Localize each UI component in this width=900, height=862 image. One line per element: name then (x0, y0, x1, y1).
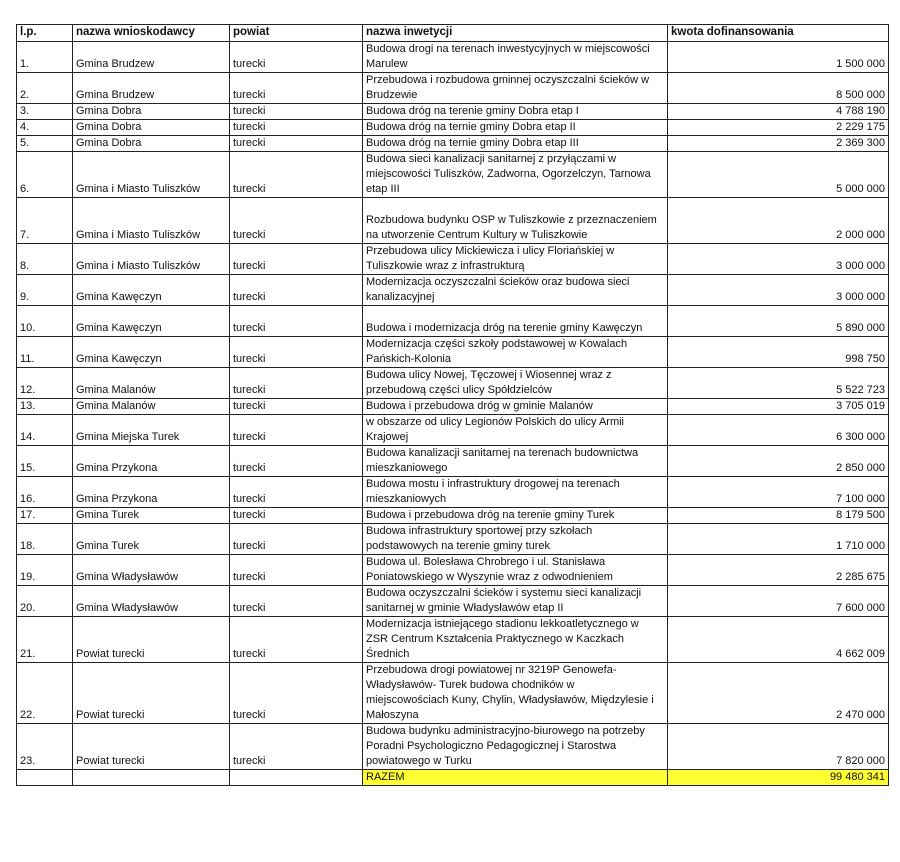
applicant-cell: Gmina Miejska Turek (73, 415, 230, 446)
investment-line: Władysławów- Turek budowa chodników w (366, 679, 575, 691)
investment-line: Poradni Psychologiczno Pedagogicznej i Starostwa (366, 740, 617, 752)
investment-line: Budowa budynku administracyjno-biurowego na potrzeby (366, 725, 645, 737)
investment-cell (363, 198, 668, 244)
county-cell: turecki (230, 104, 363, 120)
county-cell: turecki (230, 663, 363, 724)
investment-cell (363, 275, 668, 306)
amount-cell: 4 788 190 (668, 104, 889, 120)
investment-line: Budowa i przebudowa dróg na terenie gminy Turek (366, 509, 615, 521)
investment-line: kanalizacyjnej (366, 291, 435, 303)
applicant-cell: Gmina Brudzew (73, 73, 230, 104)
applicant-cell: Powiat turecki (73, 663, 230, 724)
applicant-cell: Gmina Władysławów (73, 586, 230, 617)
applicant-cell: Gmina Kawęczyn (73, 306, 230, 337)
table-row (17, 663, 889, 724)
amount-cell: 3 000 000 (668, 275, 889, 306)
applicant-cell: Gmina i Miasto Tuliszków (73, 198, 230, 244)
investment-cell (363, 724, 668, 770)
investment-line: powiatowego w Turku (366, 755, 472, 767)
investment-line: ZSR Centrum Kształcenia Praktycznego w Kaczkach (366, 633, 624, 645)
table-row (17, 508, 889, 524)
investment-cell (363, 337, 668, 368)
amount-cell: 7 100 000 (668, 477, 889, 508)
row-number: 18. (17, 524, 73, 555)
amount-cell: 2 285 675 (668, 555, 889, 586)
investment-cell (363, 42, 668, 73)
row-number: 19. (17, 555, 73, 586)
row-number: 8. (17, 244, 73, 275)
table-row (17, 73, 889, 104)
applicant-cell: Powiat turecki (73, 724, 230, 770)
investment-line: Modernizacja oczyszczalni ścieków oraz budowa sieci (366, 276, 630, 288)
row-number: 1. (17, 42, 73, 73)
applicant-cell: Gmina i Miasto Tuliszków (73, 152, 230, 198)
applicant-cell: Gmina Dobra (73, 120, 230, 136)
amount-cell: 3 705 019 (668, 399, 889, 415)
investment-cell (363, 446, 668, 477)
investment-line: Budowa ulicy Nowej, Tęczowej i Wiosennej wraz z (366, 369, 612, 381)
applicant-cell: Gmina Kawęczyn (73, 275, 230, 306)
applicant-cell: Gmina Przykona (73, 446, 230, 477)
county-cell: turecki (230, 524, 363, 555)
investment-line: Budowa dróg na terenie gminy Dobra etap I (366, 105, 579, 117)
investment-line: Rozbudowa budynku OSP w Tuliszkowie z przeznaczeniem (366, 214, 657, 226)
investment-line: Średnich (366, 648, 410, 660)
investment-cell (363, 586, 668, 617)
investment-cell (363, 617, 668, 663)
county-cell: turecki (230, 477, 363, 508)
investment-cell (363, 415, 668, 446)
investment-line: Małoszyna (366, 709, 419, 721)
amount-cell: 5 000 000 (668, 152, 889, 198)
applicant-cell: Gmina i Miasto Tuliszków (73, 244, 230, 275)
investment-line: Budowa infrastruktury sportowej przy szkołach (366, 525, 593, 537)
investment-line: Budowa dróg na ternie gminy Dobra etap II (366, 121, 576, 133)
investment-line: Budowa i modernizacja dróg na terenie gminy Kawęczyn (366, 322, 643, 334)
investment-line: w obszarze od ulicy Legionów Polskich do ulicy Armii (366, 416, 625, 428)
applicant-cell: Gmina Turek (73, 508, 230, 524)
amount-cell: 7 820 000 (668, 724, 889, 770)
investment-line: miejscowości Tuliszków, Zadworna, Ogorzelczyn, Tarnowa (366, 168, 651, 180)
table-row (17, 275, 889, 306)
row-number: 3. (17, 104, 73, 120)
investment-line: Przebudowa ulicy Mickiewicza i ulicy Floriańskiej w (366, 245, 615, 257)
amount-cell: 2 850 000 (668, 446, 889, 477)
row-number: 23. (17, 724, 73, 770)
amount-cell: 3 000 000 (668, 244, 889, 275)
investment-line: Marulew (366, 58, 408, 70)
row-number: 20. (17, 586, 73, 617)
row-number: 13. (17, 399, 73, 415)
row-number: 11. (17, 337, 73, 368)
table-row (17, 42, 889, 73)
county-cell: turecki (230, 399, 363, 415)
header-county: powiat (230, 25, 363, 42)
investment-line: Modernizacja części szkoły podstawowej w Kowalach (366, 338, 628, 350)
investment-line: Tuliszkowie wraz z infrastrukturą (366, 260, 525, 272)
applicant-cell: Gmina Malanów (73, 399, 230, 415)
investment-cell (363, 152, 668, 198)
row-number: 12. (17, 368, 73, 399)
row-number: 15. (17, 446, 73, 477)
investment-cell (363, 244, 668, 275)
applicant-cell: Powiat turecki (73, 617, 230, 663)
county-cell: turecki (230, 446, 363, 477)
row-number: 21. (17, 617, 73, 663)
investment-cell (363, 663, 668, 724)
investment-line: Budowa ul. Bolesława Chrobrego i ul. Stanisława (366, 556, 606, 568)
total-label: RAZEM (363, 770, 668, 786)
county-cell: turecki (230, 136, 363, 152)
amount-cell: 2 369 300 (668, 136, 889, 152)
investment-line: sanitarnej w gminie Władysławów etap II (366, 602, 564, 614)
amount-cell: 5 890 000 (668, 306, 889, 337)
applicant-cell: Gmina Kawęczyn (73, 337, 230, 368)
header-lp: l.p. (17, 25, 73, 42)
header-amount: kwota dofinansowania (668, 25, 889, 42)
investment-cell (363, 524, 668, 555)
investment-cell (363, 399, 668, 415)
table-row (17, 244, 889, 275)
total-row (17, 770, 889, 786)
investment-cell (363, 104, 668, 120)
amount-cell: 6 300 000 (668, 415, 889, 446)
table-row (17, 724, 889, 770)
table-row (17, 136, 889, 152)
amount-cell: 5 522 723 (668, 368, 889, 399)
row-number: 14. (17, 415, 73, 446)
investment-line: mieszkaniowych (366, 493, 447, 505)
investment-line: Pańskich-Kolonia (366, 353, 451, 365)
amount-cell: 4 662 009 (668, 617, 889, 663)
table-row (17, 104, 889, 120)
header-applicant: nazwa wnioskodawcy (73, 25, 230, 42)
applicant-cell: Gmina Przykona (73, 477, 230, 508)
table-row (17, 306, 889, 337)
investment-line: Przebudowa i rozbudowa gminnej oczyszczalni ścieków w (366, 74, 650, 86)
table-row (17, 399, 889, 415)
investment-line: przebudową części ulicy Spółdzielców (366, 384, 552, 396)
table-row (17, 524, 889, 555)
row-number: 16. (17, 477, 73, 508)
county-cell: turecki (230, 337, 363, 368)
county-cell: turecki (230, 508, 363, 524)
investment-line: Budowa i przebudowa dróg w gminie Malanów (366, 400, 593, 412)
applicant-cell: Gmina Malanów (73, 368, 230, 399)
county-cell: turecki (230, 306, 363, 337)
amount-cell: 2 000 000 (668, 198, 889, 244)
total-blank-cell (17, 770, 73, 786)
table-row (17, 337, 889, 368)
amount-cell: 8 500 000 (668, 73, 889, 104)
investment-line: Krajowej (366, 431, 409, 443)
row-number: 5. (17, 136, 73, 152)
amount-cell: 7 600 000 (668, 586, 889, 617)
investment-line: Budowa oczyszczalni ścieków i systemu sieci kanalizacji (366, 587, 642, 599)
investment-cell (363, 306, 668, 337)
row-number: 2. (17, 73, 73, 104)
investment-line: Budowa mostu i infrastruktury drogowej na terenach (366, 478, 620, 490)
investment-line: Przebudowa drogi powiatowej nr 3219P Genowefa- (366, 664, 617, 676)
amount-cell: 998 750 (668, 337, 889, 368)
table-row (17, 152, 889, 198)
county-cell: turecki (230, 415, 363, 446)
investment-line: mieszkaniowego (366, 462, 448, 474)
amount-cell: 1 710 000 (668, 524, 889, 555)
row-number: 6. (17, 152, 73, 198)
county-cell: turecki (230, 586, 363, 617)
table-row (17, 368, 889, 399)
applicant-cell: Gmina Brudzew (73, 42, 230, 73)
applicant-cell: Gmina Turek (73, 524, 230, 555)
investment-cell (363, 555, 668, 586)
investment-line: Modernizacja istniejącego stadionu lekkoatletycznego w (366, 618, 639, 630)
row-number: 9. (17, 275, 73, 306)
investment-cell (363, 73, 668, 104)
investment-cell (363, 508, 668, 524)
investment-line: Poniatowskiego w Wyszynie wraz z odwodnieniem (366, 571, 613, 583)
investment-cell (363, 368, 668, 399)
investment-line: etap III (366, 183, 400, 195)
amount-cell: 2 229 175 (668, 120, 889, 136)
county-cell: turecki (230, 198, 363, 244)
investment-line (366, 198, 664, 213)
investment-line: Budowa sieci kanalizacji sanitarnej z przyłączami w (366, 153, 617, 165)
county-cell: turecki (230, 73, 363, 104)
applicant-cell: Gmina Dobra (73, 136, 230, 152)
county-cell: turecki (230, 617, 363, 663)
county-cell: turecki (230, 555, 363, 586)
investment-cell (363, 136, 668, 152)
amount-cell: 8 179 500 (668, 508, 889, 524)
header-row (17, 25, 889, 42)
table-row (17, 586, 889, 617)
table-row (17, 198, 889, 244)
investment-line: Brudzewie (366, 89, 418, 101)
investment-line: na utworzenie Centrum Kultury w Tuliszkowie (366, 229, 588, 241)
table-row (17, 617, 889, 663)
county-cell: turecki (230, 152, 363, 198)
county-cell: turecki (230, 42, 363, 73)
investment-cell (363, 477, 668, 508)
row-number: 7. (17, 198, 73, 244)
investment-line: Budowa dróg na ternie gminy Dobra etap III (366, 137, 579, 149)
county-cell: turecki (230, 724, 363, 770)
investment-line: miejscowościach Kuny, Chylin, Władysławów, Międzylesie i (366, 694, 654, 706)
investment-cell (363, 120, 668, 136)
table-row (17, 555, 889, 586)
row-number: 17. (17, 508, 73, 524)
county-cell: turecki (230, 244, 363, 275)
applicant-cell: Gmina Dobra (73, 104, 230, 120)
grants-table (16, 24, 889, 786)
table-body (17, 42, 889, 770)
applicant-cell: Gmina Władysławów (73, 555, 230, 586)
row-number: 4. (17, 120, 73, 136)
table-row (17, 446, 889, 477)
header-investment: nazwa inwetycji (363, 25, 668, 42)
investment-line: Budowa drogi na terenach inwestycyjnych w miejscowości (366, 43, 650, 55)
table-row (17, 477, 889, 508)
investment-line (366, 306, 664, 321)
county-cell: turecki (230, 368, 363, 399)
total-value: 99 480 341 (668, 770, 889, 786)
amount-cell: 1 500 000 (668, 42, 889, 73)
table-row (17, 415, 889, 446)
table-row (17, 120, 889, 136)
investment-line: podstawowych na terenie gminy turek (366, 540, 551, 552)
investment-line: Budowa kanalizacji sanitarnej na terenach budownictwa (366, 447, 639, 459)
row-number: 22. (17, 663, 73, 724)
total-blank-cell (73, 770, 230, 786)
total-blank-cell (230, 770, 363, 786)
county-cell: turecki (230, 120, 363, 136)
amount-cell: 2 470 000 (668, 663, 889, 724)
county-cell: turecki (230, 275, 363, 306)
row-number: 10. (17, 306, 73, 337)
